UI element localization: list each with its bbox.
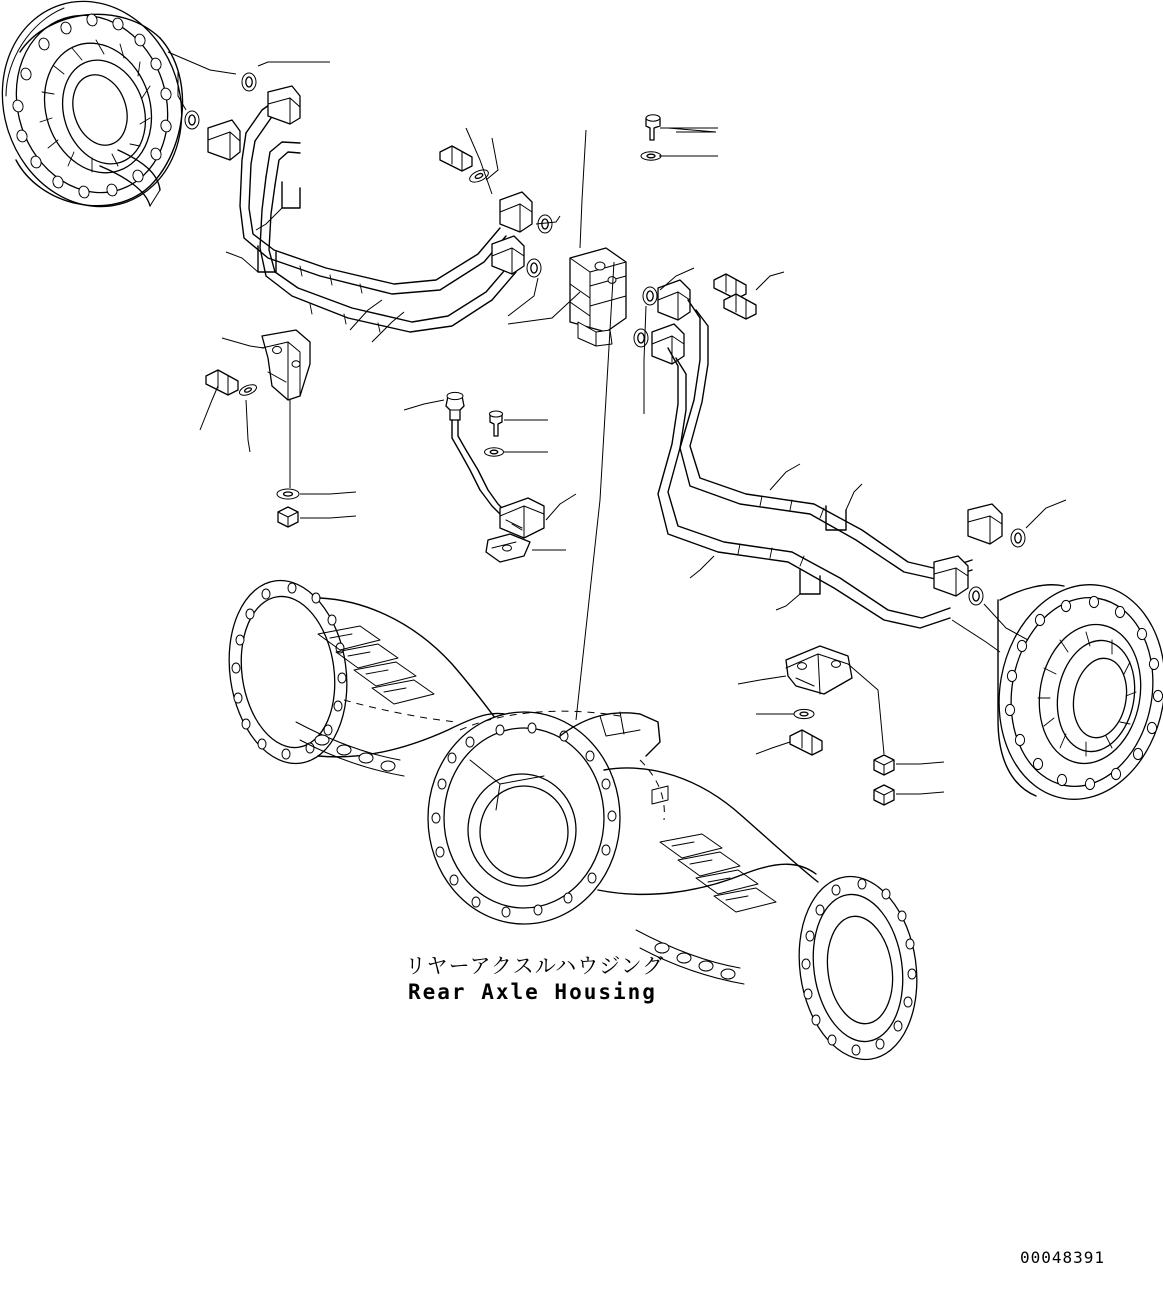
leader-valve-body [580, 130, 586, 248]
valve-connector-left-upper [500, 192, 532, 232]
left-oring-lower [185, 111, 199, 129]
right-bracket-washer [794, 709, 814, 718]
housing-right-ribs [660, 834, 776, 912]
right-bracket-bolt [790, 730, 822, 755]
caption-english: Rear Axle Housing [408, 980, 657, 1004]
valve-connector-left-lower [492, 236, 524, 274]
leader-left-bracket-washer [246, 400, 250, 452]
leader-left-clamp-2 [226, 252, 258, 272]
leader-pressure-sensor [404, 400, 444, 410]
leader-valve-oring-3 [644, 306, 646, 414]
left-lower-washer [277, 489, 299, 499]
leader-right-nut-1 [896, 762, 944, 764]
left-tube-clamp-bracket [262, 330, 310, 400]
sensor-harness-connector [500, 498, 544, 538]
left-tube-end-fitting-lower [208, 120, 240, 160]
leader-right-disc [952, 620, 1000, 652]
valve-mount-bolt [646, 115, 660, 140]
right-tube-clamp-2 [800, 570, 820, 594]
right-oring-upper [1011, 529, 1025, 547]
caption-japanese: リヤーアクスルハウジング [405, 954, 665, 978]
leader-right-bracket [738, 676, 786, 684]
leader-valve-oring-2 [508, 278, 538, 316]
leader-left-bracket [222, 338, 264, 348]
right-nut-1 [874, 755, 894, 775]
right-nut-2 [874, 785, 894, 805]
right-tube-end-fitting-upper [968, 504, 1002, 544]
leader-right-tube-1 [770, 464, 800, 490]
right-bolt-1 [714, 274, 746, 299]
leader-right-oring-upper [1026, 500, 1066, 528]
left-bracket-washer [238, 383, 258, 398]
valve-oring-2 [527, 259, 541, 277]
left-bracket-bolt [206, 370, 238, 395]
left-brake-disc-assembly [0, 0, 208, 230]
leader-left-lower-washer [300, 492, 356, 494]
left-tube-clamp-1 [282, 182, 300, 208]
leader-left-oring-upper [258, 62, 330, 66]
sensor-washer [485, 448, 504, 456]
valve-mount-washer [641, 152, 661, 160]
upper-left-washer-1 [468, 167, 490, 184]
leader-right-bolt-1 [756, 272, 784, 290]
right-brake-disc-assembly [982, 571, 1163, 812]
right-oring-lower [969, 587, 983, 605]
left-brake-tube-pair [240, 100, 516, 332]
valve-oring-3 [643, 287, 657, 305]
left-lower-nut [278, 507, 298, 527]
leader-left-lower-nut [300, 516, 356, 518]
leader-left-tube-1 [350, 300, 382, 330]
right-tube-clamp-1 [826, 506, 846, 530]
left-oring-upper [242, 73, 256, 91]
valve-oring-4 [634, 329, 648, 347]
leader-right-bracket-bolt [756, 742, 790, 754]
right-bolt-2 [724, 294, 756, 319]
leader-right-nut-2 [896, 792, 944, 794]
right-tube-clamp-bracket [786, 646, 852, 694]
leader-right-tube-2 [690, 556, 714, 578]
leader-right-stud [848, 664, 884, 754]
leader-valve-bolt [668, 128, 716, 132]
right-tube-end-fitting-lower [934, 556, 968, 596]
right-brake-tube-pair [658, 300, 972, 628]
left-tube-end-fitting-upper [268, 86, 300, 124]
leader-right-clamp-2 [776, 594, 800, 610]
sensor-bolt [490, 411, 503, 436]
leader-left-bracket-bolt [200, 386, 218, 430]
upper-left-bolt-1 [440, 146, 472, 171]
leader-left-clamp-1 [256, 208, 282, 230]
control-valve-block [570, 248, 626, 346]
valve-connector-right-upper [658, 280, 690, 320]
figure-code: 00048391 [1020, 1248, 1106, 1267]
leader-harness-connector [546, 494, 576, 520]
leader-right-clamp-1 [846, 484, 862, 510]
valve-connector-right-lower [652, 324, 684, 364]
